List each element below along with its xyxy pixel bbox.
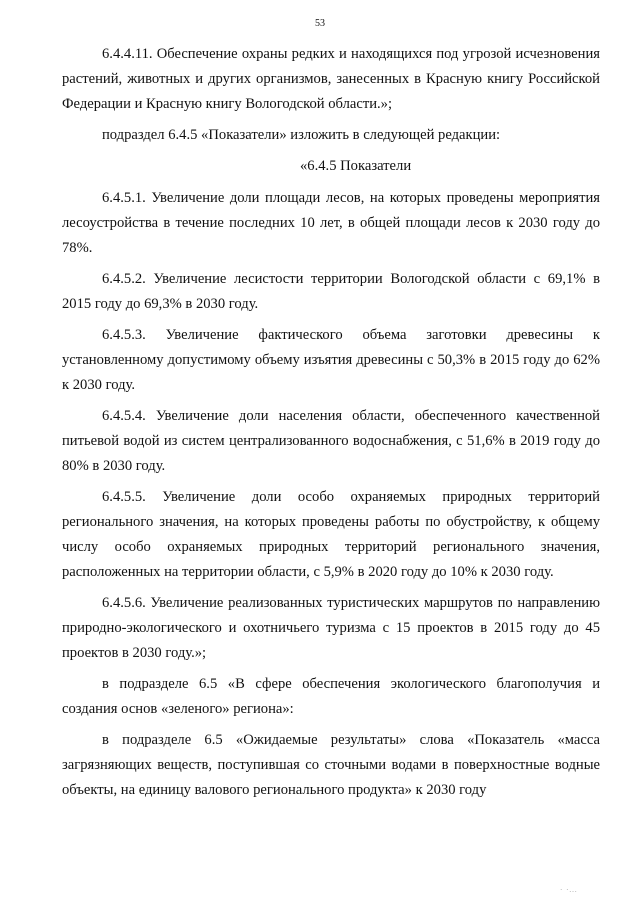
- paragraph-6-4-5-3: 6.4.5.3. Увеличение фактического объема заготовки древесины к установленному допустимому объему изъятия древесины с 50,3% в 2015 году до 62% к 2030 году.: [62, 327, 600, 393]
- paragraph-amendment-intro: подраздел 6.4.5 «Показатели» изложить в следующей редакции:: [102, 127, 501, 143]
- paragraph-6-4-5-4: 6.4.5.4. Увеличение доли населения области, обеспеченного качественной питьевой водой из систем централизованного водоснабжения, с 51,6% в 2019 году до 80% в 2030 году.: [62, 408, 600, 474]
- document-body: [62, 42, 600, 809]
- paragraph-expected-results: в подразделе 6.5 «Ожидаемые результаты» слова «Показатель «масса загрязняющих веществ, поступившая со сточными водами в поверхностные водные объекты, на единицу валового регионального продукта» к 2030 году: [62, 732, 600, 798]
- paragraph-6-4-4-11: 6.4.4.11. Обеспечение охраны редких и находящихся под угрозой исчезновения растений, животных и других организмов, занесенных в Красную книгу Российской Федерации и Красную книгу Вологодской области.»;: [62, 46, 600, 112]
- paragraph-6-4-5-5: 6.4.5.5. Увеличение доли особо охраняемых природных территорий регионального значения, на которых проведены работы по обустройству, к общему числу особо охраняемых природных территорий регионального значения, расположенных на территории области, с 5,9% в 2020 году до 10% к 2030 году.: [62, 489, 600, 580]
- section-heading: «6.4.5 Показатели: [300, 158, 412, 174]
- page-number: 53: [315, 18, 325, 29]
- paragraph-6-4-5-6: 6.4.5.6. Увеличение реализованных туристических маршрутов по направлению природно-экологического и охотничьего туризма с 15 проектов в 2015 году до 45 проектов в 2030 году.»;: [62, 595, 600, 661]
- scan-mark: · ·...: [560, 886, 578, 894]
- paragraph-6-4-5-2: 6.4.5.2. Увеличение лесистости территории Вологодской области с 69,1% в 2015 году до 69,3% в 2030 году.: [62, 271, 600, 312]
- paragraph-6-4-5-1: 6.4.5.1. Увеличение доли площади лесов, на которых проведены мероприятия лесоустройства в течение последних 10 лет, в общей площади лесов к 2030 году до 78%.: [62, 190, 600, 256]
- paragraph-subsection-6-5: в подразделе 6.5 «В сфере обеспечения экологического благополучия и создания основ «зеленого» региона»:: [62, 676, 600, 717]
